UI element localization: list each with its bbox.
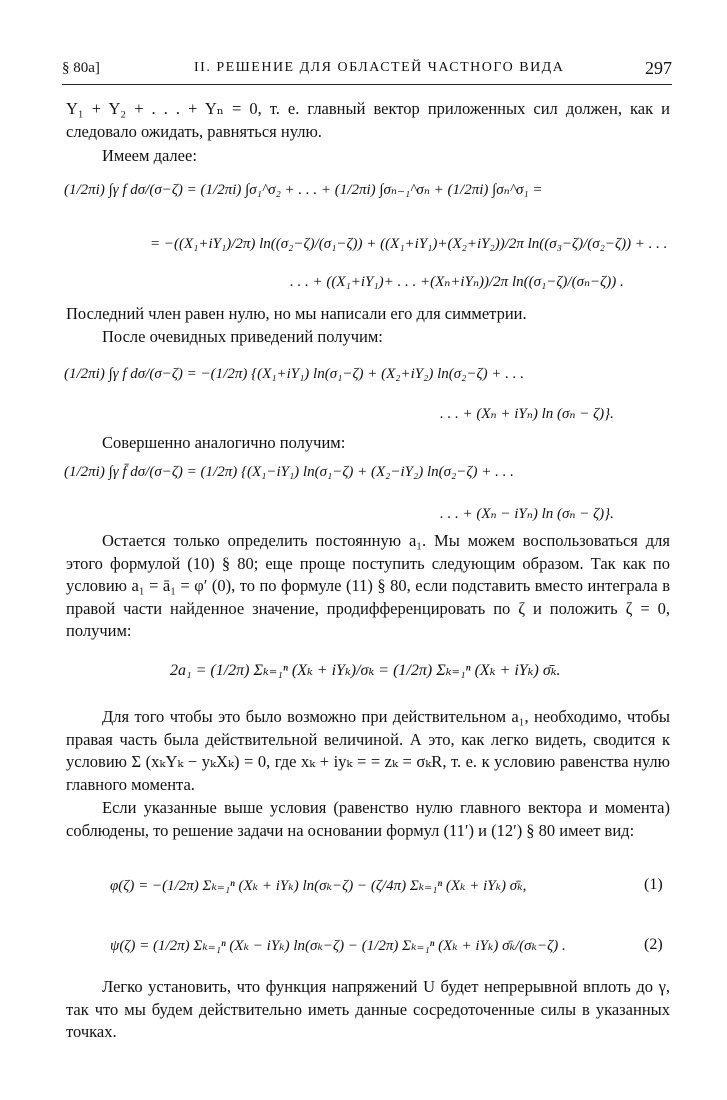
equation-4: 2a₁ = (1/2π) Σₖ₌₁ⁿ (Xₖ + iYₖ)/σₖ = (1/2π) Σₖ₌₁ⁿ (Xₖ + iYₖ) σ̄ₖ.: [170, 662, 561, 679]
paragraph-3: Последний член равен нулю, но мы написали его для симметрии.: [66, 304, 527, 323]
paragraph-2: Имеем далее:: [102, 146, 197, 165]
equation-5: φ(ζ) = −(1/2π) Σₖ₌₁ⁿ (Xₖ + iYₖ) ln(σₖ−ζ) − (ζ/4π) Σₖ₌₁ⁿ (Xₖ + iYₖ) σ̄ₖ,: [110, 878, 527, 894]
paragraph-4: После очевидных приведений получим:: [102, 327, 383, 346]
paragraph-5: Совершенно аналогично получим:: [102, 433, 346, 452]
equation-6: ψ(ζ) = (1/2π) Σₖ₌₁ⁿ (Xₖ − iYₖ) ln(σₖ−ζ) − (1/2π) Σₖ₌₁ⁿ (Xₖ + iYₖ) σ̄ₖ/(σₖ−ζ) .: [110, 938, 566, 954]
running-header: [62, 58, 672, 82]
section-ref: § 80a]: [62, 60, 100, 76]
equation-3a: (1/2πi) ∫γ f̄ dσ/(σ−ζ) = (1/2π) {(X₁−iY₁) ln(σ₁−ζ) + (X₂−iY₂) ln(σ₂−ζ) + . . .: [64, 464, 514, 480]
page-number: 297: [645, 58, 672, 78]
paragraph-7: Для того чтобы это было возможно при действительном a₁, необходимо, чтобы правая часть была действительной величиной. А это, как легко видеть, сводится к условию Σ (xₖYₖ − yₖXₖ) = 0, где xₖ + iyₖ = = zₖ = σₖR, т. е. к условию равенства нулю главного момента.: [66, 707, 670, 794]
paragraph-1: Y₁ + Y₂ + . . . + Yₙ = 0, т. е. главный вектор приложенных сил должен, как и следовало ожидать, равняться нулю.: [66, 99, 670, 141]
paragraph-9: Легко установить, что функция напряжений U будет непрерывной вплоть до γ, так что мы будем действительно иметь данные сосредоточенные силы в указанных точках.: [66, 977, 670, 1041]
equation-1c: . . . + ((X₁+iY₁)+ . . . +(Xₙ+iYₙ))/2π ln((σ₁−ζ)/(σₙ−ζ)) .: [290, 274, 624, 290]
equation-5-number: (1): [644, 876, 663, 893]
paragraph-6: Остается только определить постоянную a₁. Мы можем воспользоваться для этого формулой (10) § 80; еще проще поступить следующим образом. Так как по условию a₁ = ā₁ = φ′ (0), то по формуле (11) § 80, если подставить вместо интеграла в правой части найденное значение, продифференцировать по ζ и положить ζ = 0, получим:: [66, 531, 670, 640]
equation-6-number: (2): [644, 936, 663, 953]
equation-1a: (1/2πi) ∫γ f dσ/(σ−ζ) = (1/2πi) ∫σ₁^σ₂ + . . . + (1/2πi) ∫σₙ₋₁^σₙ + (1/2πi) ∫σₙ^σ₁ =: [64, 182, 543, 198]
paragraph-8: Если указанные выше условия (равенство нулю главного вектора и момента) соблюдены, то решение задачи на основании формул (11′) и (12′) § 80 имеет вид:: [66, 798, 670, 840]
equation-3b: . . . + (Xₙ − iYₙ) ln (σₙ − ζ)}.: [440, 506, 614, 522]
equation-1b: = −((X₁+iY₁)/2π) ln((σ₂−ζ)/(σ₁−ζ)) + ((X₁+iY₁)+(X₂+iY₂))/2π ln((σ₃−ζ)/(σ₂−ζ)) + . . .: [150, 236, 668, 252]
header-rule: [62, 84, 672, 85]
chapter-title: II. РЕШЕНИЕ ДЛЯ ОБЛАСТЕЙ ЧАСТНОГО ВИДА: [194, 60, 565, 75]
equation-2a: (1/2πi) ∫γ f dσ/(σ−ζ) = −(1/2π) {(X₁+iY₁) ln(σ₁−ζ) + (X₂+iY₂) ln(σ₂−ζ) + . . .: [64, 366, 524, 382]
equation-2b: . . . + (Xₙ + iYₙ) ln (σₙ − ζ)}.: [440, 406, 614, 422]
